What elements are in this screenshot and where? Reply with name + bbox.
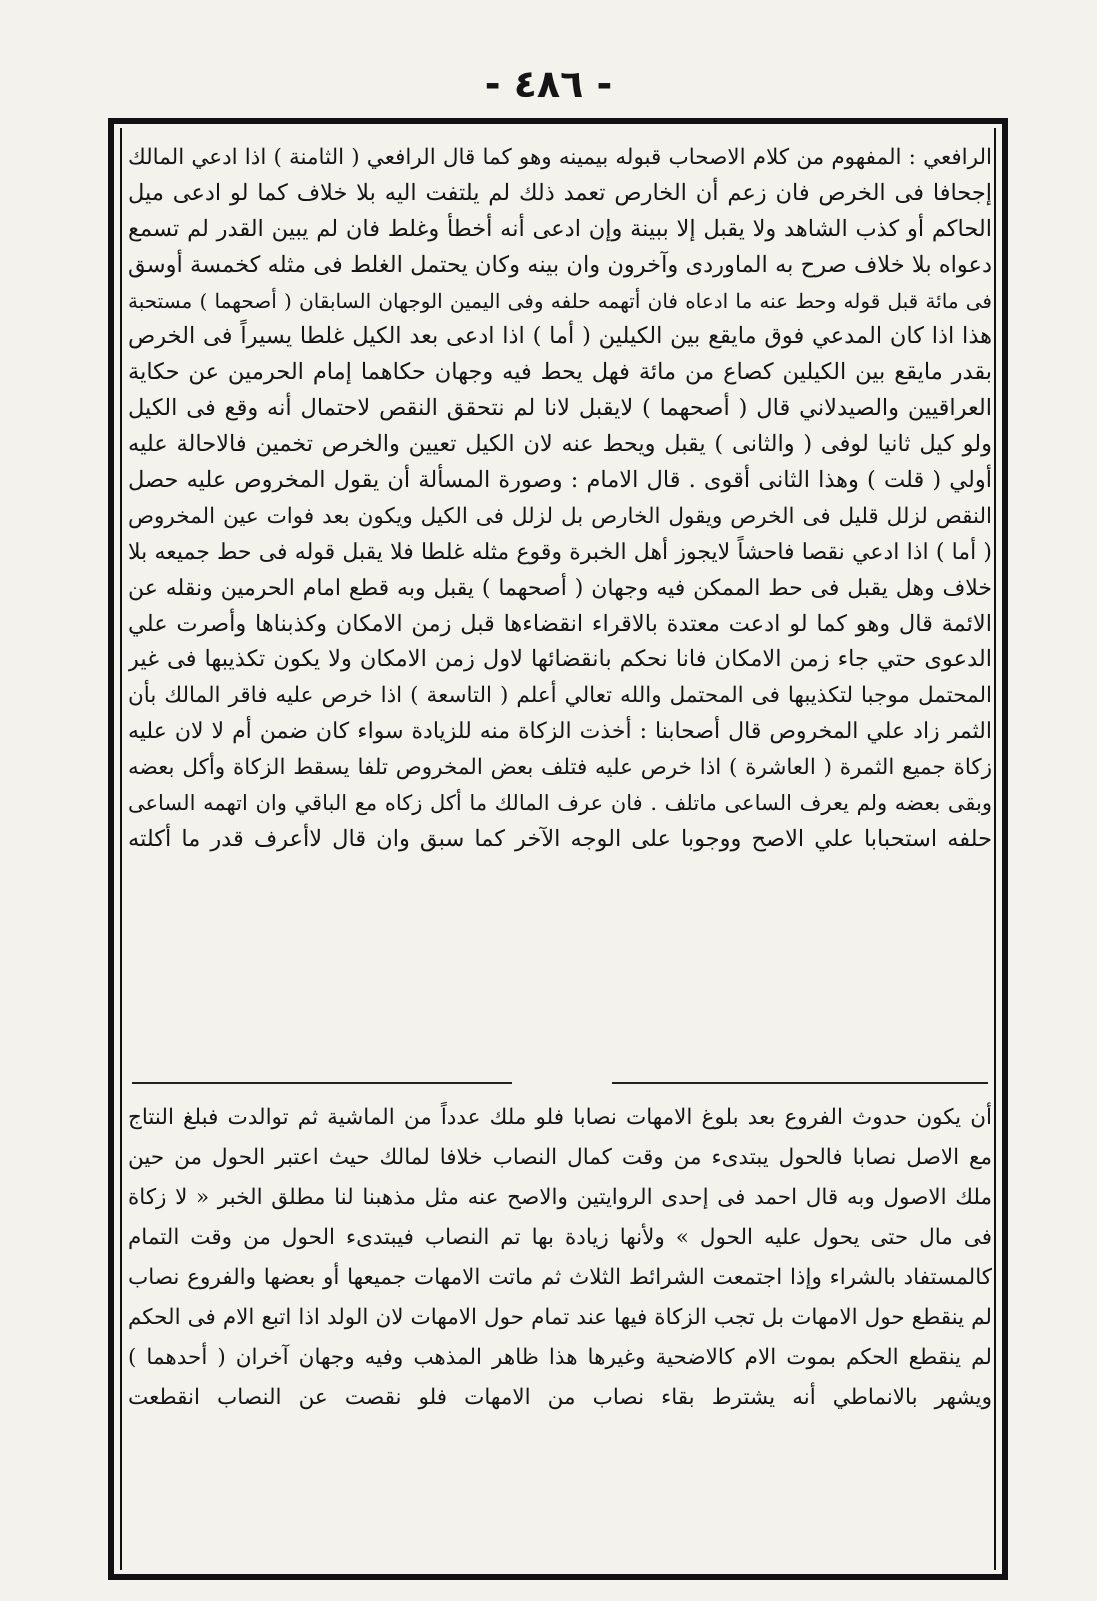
footnote-line: لم ينقطع الحكم بموت الام كالاضحية وغيرها هذا ظاهر المذهب وفيه وجهان آخران ( أحدهما ) bbox=[128, 1345, 992, 1370]
main-line: الثمر زاد علي المخروص قال أصحابنا : أخذت الزكاة منه للزيادة سواء كان ضمن أم لا لان عليه bbox=[128, 719, 992, 745]
footnote-line: أن يكون حدوث الفروع بعد بلوغ الامهات نصابا فلو ملك عدداً من الماشية ثم توالدت فبلغ النتاج bbox=[128, 1105, 992, 1130]
footnote-line: ملك الاصول وبه قال احمد فى إحدى الروايتين والاصح عنه مثل مذهبنا لنا مطلق الخبر « لا زكاة bbox=[128, 1185, 992, 1210]
main-line: أولي ( قلت ) وهذا الثانى أقوى . قال الامام : وصورة المسألة أن يقول المخروص عليه حصل bbox=[128, 467, 992, 494]
main-line: الدعوى حتي جاء زمن الامكان فانا نحكم بانقضائها لاول زمن الامكان ولا يكون تكذيبها فى غير bbox=[128, 646, 992, 673]
footnote-text bbox=[128, 1098, 992, 1568]
main-line: خلاف وهل يقبل فى حط الممكن فيه وجهان ( أصحهما ) يقبل وبه قطع امام الحرمين ونقله عن bbox=[128, 575, 992, 601]
main-line: الحاكم أو كذب الشاهد ولا يقبل إلا ببينة وإن ادعى أنه أخطأ وغلط فان لم يبين القدر لم تسمع bbox=[128, 215, 992, 242]
separator-rule-left bbox=[132, 1082, 512, 1084]
footnote-separator bbox=[132, 1082, 988, 1088]
main-line: النقص لزلل قليل فى الخرص ويقول الخارص بل لزلل فى الكيل ويكون بعد فوات عين المخروص bbox=[128, 503, 992, 529]
footnote-line: مع الاصل نصابا فالحول يبتدىء من وقت كمال النصاب خلافا لمالك حيث اعتبر الحول من حين bbox=[128, 1145, 992, 1170]
main-text bbox=[128, 140, 992, 1078]
main-line: الرافعي : المفهوم من كلام الاصحاب قبوله بيمينه وهو كما قال الرافعي ( الثامنة ) اذا ادعي المالك bbox=[128, 145, 992, 170]
main-line: دعواه بلا خلاف صرح به الماوردى وآخرون وان بينه وكان يحتمل الغلط فى مثله كخمسة أوسق bbox=[128, 251, 992, 278]
main-line: المحتمل موجبا لتكذيبها فى المحتمل والله تعالي أعلم ( التاسعة ) اذا خرص عليه فاقر المالك بأن bbox=[128, 683, 992, 709]
main-line: حلفه استحبابا علي الاصح ووجوبا على الوجه الآخر كما سبق وان قال لاأعرف قدر ما أكلته bbox=[128, 825, 992, 852]
main-line: العراقيين والصيدلاني قال ( أصحهما ) لايقبل لانا لم نتحقق النقص لاحتمال أنه وقع فى الكيل bbox=[128, 395, 992, 422]
main-line: ( أما ) اذا ادعي نقصا فاحشاً لايجوز أهل الخبرة وقوع مثله غلطا فلا يقبل قوله فى حط جميعه بلا bbox=[128, 539, 992, 565]
main-line: بقدر مايقع بين الكيلين كصاع من مائة فهل يحط فيه وجهان حكاهما إمام الحرمين عن حكاية bbox=[128, 359, 992, 386]
footnote-line: لم ينقطع حول الامهات بل تجب الزكاة فيها عند تمام حول الامهات لان الولد اذا اتبع الام فى الحكم bbox=[128, 1305, 992, 1330]
main-line: ولو كيل ثانيا لوفى ( والثانى ) يقبل ويحط عنه لان الكيل تعيين والخرص تخمين فالاحالة عليه bbox=[128, 431, 992, 458]
main-line: فى مائة قبل قوله وحط عنه ما ادعاه فان أتهمه حلفه وفى اليمين الوجهان السابقان ( أصحهما ) مستحبة bbox=[128, 288, 992, 313]
footnote-line: فى مال حتى يحول عليه الحول » ولأنها زيادة بها تم النصاب فيبتدىء الحول من وقت التمام bbox=[128, 1225, 992, 1250]
main-line: وبقى بعضه ولم يعرف الساعى ماتلف . فان عرف المالك ما أكل زكاه مع الباقي وان اتهمه الساعى bbox=[128, 791, 992, 816]
page-number: - ٤٨٦ - bbox=[484, 62, 613, 106]
main-line: هذا اذا كان المدعي فوق مايقع بين الكيلين ( أما ) اذا ادعى بعد الكيل غلطا يسيراً فى الخرص bbox=[128, 323, 992, 350]
main-line: زكاة جميع الثمرة ( العاشرة ) اذا خرص عليه فتلف بعض المخروص تلفا يسقط الزكاة وأكل بعضه bbox=[128, 755, 992, 781]
footnote-line: ويشهر بالانماطي أنه يشترط بقاء نصاب من الامهات فلو نقصت عن النصاب انقطعت bbox=[128, 1385, 992, 1410]
footnote-line: كالمستفاد بالشراء وإذا اجتمعت الشرائط الثلاث ثم ماتت الامهات جميعها أو بعضها والفروع نصاب bbox=[128, 1265, 992, 1290]
separator-rule-right bbox=[612, 1082, 988, 1084]
main-line: إجحافا فى الخرص فان زعم أن الخارص تعمد ذلك لم يلتفت اليه بلا خلاف كما لو ادعى ميل bbox=[128, 179, 992, 206]
main-line: الائمة قال وهو كما لو ادعت معتدة بالاقراء انقضاءها قبل زمن الامكان وكذبناها وأصرت علي bbox=[128, 610, 992, 637]
